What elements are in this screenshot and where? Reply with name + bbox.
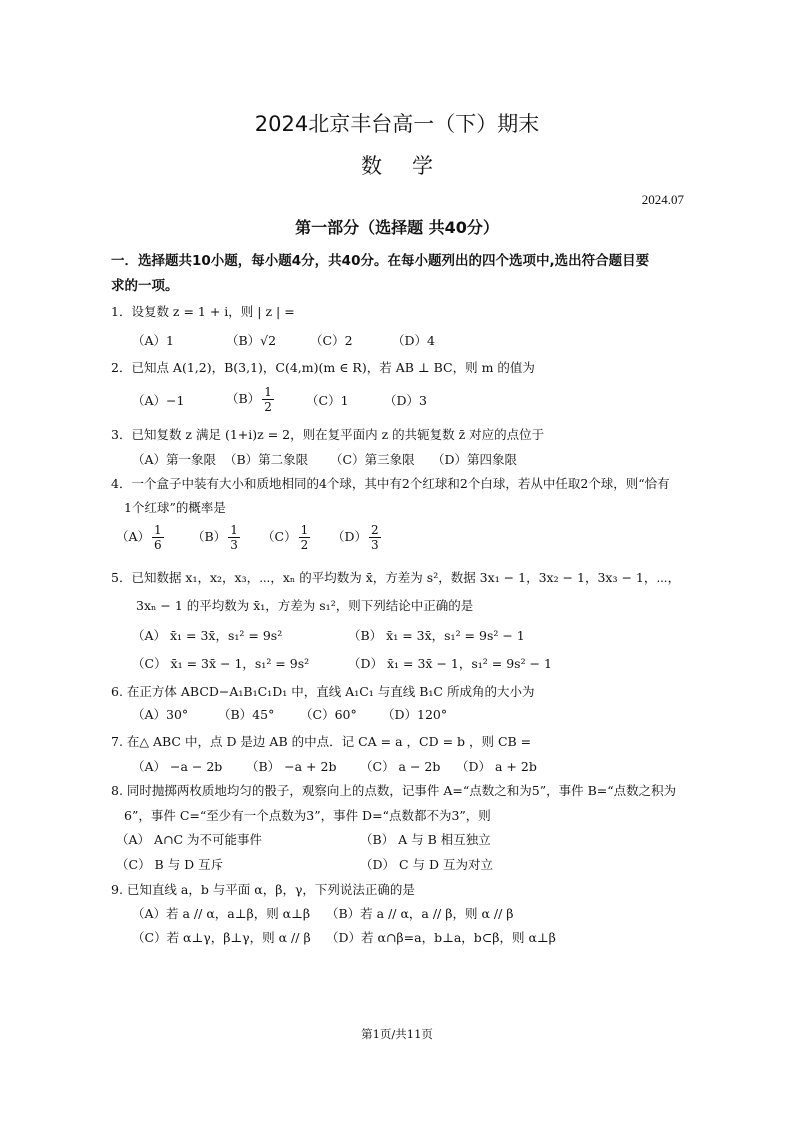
q4-option-c-fraction (299, 523, 311, 552)
q8-option-b: （B） A 与 B 相互独立 (360, 832, 491, 847)
q4-option-d-label: （D） (332, 529, 368, 544)
q4-option-d-fraction (369, 523, 381, 552)
question-9-stem: 9. 已知直线 a，b 与平面 α，β，γ，下列说法正确的是 (111, 882, 415, 897)
fraction-denominator: 2 (264, 400, 272, 414)
q4-option-a-fraction (152, 523, 164, 552)
question-4-stem-line-2: 1个红球”的概率是 (124, 500, 226, 515)
q7-option-d: （D） a + 2b (456, 759, 537, 774)
q8-option-a: （A） A∩C 为不可能事件 (116, 832, 263, 847)
q6-option-d: （D）120° (382, 707, 448, 722)
fraction-denominator: 2 (300, 538, 309, 552)
fraction-numerator: 1 (264, 385, 272, 399)
question-5-stem-line-1: 5．已知数据 x₁，x₂，x₃，⋯，xₙ 的平均数为 x̄，方差为 s²，数据 3x₁ − 1，3x₂ − 1，3x₃ − 1，⋯， (111, 570, 681, 585)
q8-option-c: （C） B 与 D 互斥 (116, 857, 224, 872)
instruction-line-2: 求的一项。 (111, 278, 179, 294)
q4-option-c (262, 522, 312, 552)
question-3-stem: 3．已知复数 z 满足 (1+i)z = 2，则在复平面内 z 的共轭复数 z̄ 对应的点位于 (111, 427, 545, 442)
fraction-numerator: 1 (300, 523, 309, 537)
fraction-numerator: 1 (230, 523, 238, 537)
q6-option-c: （C）60° (300, 707, 357, 722)
q2-option-d: （D）3 (384, 393, 427, 408)
q4-option-b-label: （B） (192, 529, 227, 544)
q5-option-c: （C） x̄₁ = 3x̄ − 1，s₁² = 9s² (132, 656, 310, 671)
part-title: 第一部分（选择题 共40分） (295, 218, 499, 237)
q1-option-c: （C）2 (310, 333, 353, 348)
question-8-stem-line-2: 6”，事件 C=“至少有一个点数为3”，事件 D=“点数都不为3”，则 (124, 808, 491, 823)
q1-option-b: （B）√2 (226, 333, 277, 348)
page-title: 2024北京丰台高一（下）期末 (254, 112, 540, 136)
q5-option-b: （B） x̄₁ = 3x̄，s₁² = 9s² − 1 (348, 628, 525, 643)
q4-option-a (116, 522, 166, 552)
q4-option-b (192, 522, 242, 552)
fraction-denominator: 6 (154, 538, 162, 552)
instruction-line-1: 一．选择题共10小题，每小题4分，共40分。在每小题列出的四个选项中,选出符合题目要 (111, 253, 650, 269)
q3-option-b: （B）第二象限 (224, 452, 309, 467)
question-7-stem: 7. 在△ ABC 中，点 D 是边 AB 的中点．记 CA = a ，CD = b ，则 CB = (111, 734, 532, 749)
q2-option-c: （C）1 (306, 393, 349, 408)
question-6-stem: 6. 在正方体 ABCD−A₁B₁C₁D₁ 中，直线 A₁C₁ 与直线 B₁C 所成角的大小为 (111, 684, 535, 699)
exam-date: 2024.07 (641, 192, 684, 207)
q3-option-a: （A）第一象限 (132, 452, 217, 467)
fraction-numerator: 1 (154, 523, 162, 537)
q7-option-b: （B） −a + 2b (246, 759, 337, 774)
q8-option-d: （D） C 与 D 互为对立 (360, 857, 494, 872)
q7-option-a: （A） −a − 2b (132, 759, 223, 774)
q4-option-d (332, 522, 383, 552)
page-footer: 第1页/共11页 (361, 1027, 433, 1041)
q9-option-b: （B）若 a // α，a // β，则 α // β (326, 906, 514, 921)
q4-option-c-label: （C） (262, 529, 297, 544)
q6-option-a: （A）30° (132, 707, 189, 722)
q4-option-a-label: （A） (116, 529, 151, 544)
fraction-denominator: 3 (371, 538, 379, 552)
q5-option-d: （D） x̄₁ = 3x̄ − 1，s₁² = 9s² − 1 (348, 656, 552, 671)
q1-option-d: （D）4 (392, 333, 435, 348)
q2-option-a: （A）−1 (132, 393, 185, 408)
q9-option-d: （D）若 α∩β=a，b⊥a，b⊂β，则 α⊥β (326, 930, 556, 945)
fraction-numerator: 2 (371, 523, 379, 537)
q2-option-b (226, 384, 276, 414)
question-8-stem-line-1: 8. 同时抛掷两枚质地均匀的骰子，观察向上的点数，记事件 A=“点数之和为5”，事件 B=“点数之积为 (111, 783, 677, 798)
q3-option-c: （C）第三象限 (330, 452, 415, 467)
fraction-denominator: 3 (230, 538, 238, 552)
q7-option-c: （C） a − 2b (360, 759, 441, 774)
question-5-stem-line-2: 3xₙ − 1 的平均数为 x̄₁，方差为 s₁²，则下列结论中正确的是 (136, 598, 474, 613)
q1-option-a: （A）1 (132, 333, 174, 348)
q2-option-b-fraction (262, 385, 274, 414)
subject-heading: 数学 (361, 154, 463, 178)
q9-option-c: （C）若 α⊥γ，β⊥γ，则 α // β (132, 930, 311, 945)
q5-option-a: （A） x̄₁ = 3x̄，s₁² = 9s² (132, 628, 283, 643)
question-4-stem-line-1: 4．一个盒子中装有大小和质地相同的4个球，其中有2个红球和2个白球，若从中任取2个球，则“恰有 (111, 476, 670, 491)
q9-option-a: （A）若 a // α，a⊥β，则 α⊥β (132, 906, 311, 921)
question-1-stem: 1．设复数 z = 1 + i，则 | z | = (111, 304, 295, 319)
q3-option-d: （D）第四象限 (432, 452, 518, 467)
q4-option-b-fraction (228, 523, 240, 552)
q6-option-b: （B）45° (218, 707, 275, 722)
q2-option-b-label: （B） (226, 391, 261, 406)
question-2-stem: 2．已知点 A(1,2)，B(3,1)，C(4,m)(m ∈ R)，若 AB ⊥ BC，则 m 的值为 (111, 360, 535, 375)
